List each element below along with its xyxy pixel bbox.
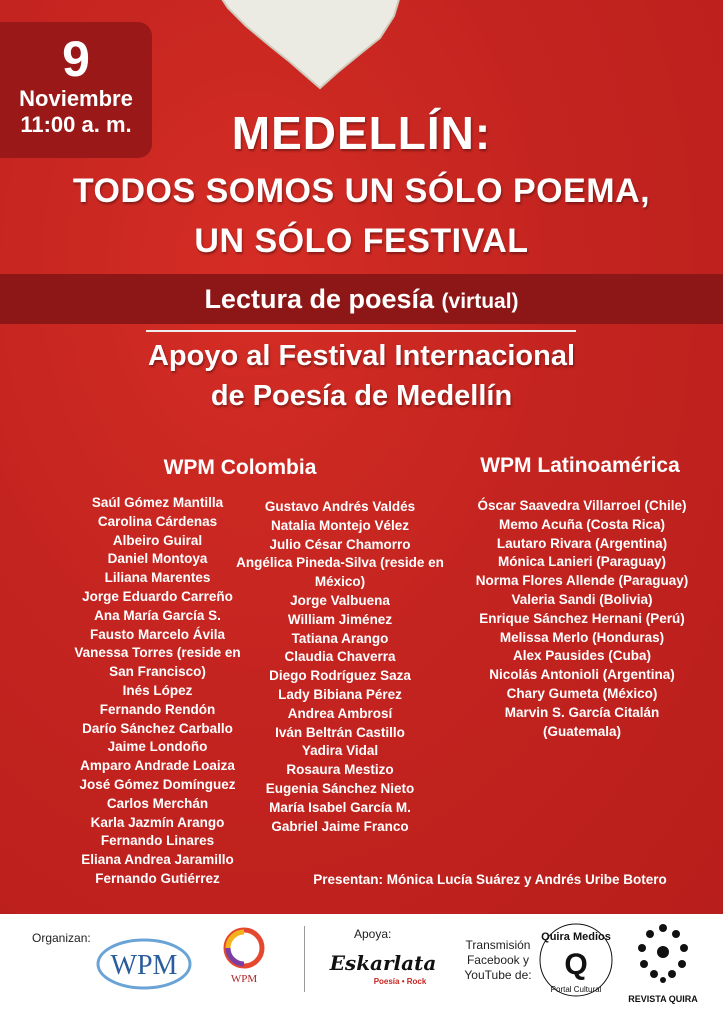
band-sub: (virtual) bbox=[441, 290, 519, 313]
list-item: Chary Gumeta (México) bbox=[506, 685, 658, 701]
list-item: María Isabel García M. bbox=[269, 799, 411, 815]
wpm-logo-icon bbox=[94, 934, 194, 998]
title-line-2: TODOS SOMOS UN SÓLO POEMA, bbox=[72, 172, 651, 210]
list-item: Óscar Saavedra Villarroel (Chile) bbox=[477, 498, 687, 513]
list-item: México) bbox=[314, 574, 366, 590]
support-line-1: Apoyo al Festival Internacional bbox=[147, 340, 576, 372]
list-item: Inés López bbox=[122, 682, 193, 698]
list-item: Fernando Gutiérrez bbox=[95, 870, 220, 886]
list-item: Jorge Valbuena bbox=[290, 592, 390, 608]
list-item: Yadira Vidal bbox=[301, 743, 379, 759]
list-item: Fausto Marcelo Ávila bbox=[89, 626, 226, 642]
presenters-line: Presentan: Mónica Lucía Suárez y Andrés Uribe Botero bbox=[313, 872, 667, 887]
list-item: Amparo Andrade Loaiza bbox=[80, 758, 235, 774]
band-main: Lectura de poesía bbox=[204, 284, 435, 314]
list-item: Vanessa Torres (reside en bbox=[74, 645, 241, 661]
date-day: 9 bbox=[62, 31, 90, 87]
list-item: Memo Acuña (Costa Rica) bbox=[498, 516, 666, 532]
list-item: Andrea Ambrosí bbox=[287, 705, 393, 721]
support-line-2: de Poesía de Medellín bbox=[210, 380, 513, 412]
list-item: Lautaro Rivara (Argentina) bbox=[496, 535, 668, 551]
map-fragment-icon bbox=[210, 0, 410, 92]
svg-text:Portal Cultural: Portal Cultural bbox=[550, 985, 602, 994]
list-item: Nicolás Antonioli (Argentina) bbox=[489, 667, 675, 683]
list-item: Jorge Eduardo Carreño bbox=[82, 588, 233, 604]
list-item: Daniel Montoya bbox=[107, 551, 208, 567]
list-item: Darío Sánchez Carballo bbox=[82, 720, 233, 736]
svg-text:Poesía • Rock: Poesía • Rock bbox=[373, 977, 427, 986]
list-item: Ana María García S. bbox=[94, 607, 221, 623]
list-item: Jaime Londoño bbox=[107, 739, 208, 755]
wpm-colorful-logo-icon bbox=[218, 924, 270, 996]
colombia-heading: WPM Colombia bbox=[163, 456, 317, 479]
list-item: Mónica Lanieri (Paraguay) bbox=[497, 554, 667, 570]
svg-text:Quira Medios: Quira Medios bbox=[541, 931, 611, 943]
svg-text:WPM: WPM bbox=[110, 950, 178, 981]
revista-quira-logo-icon bbox=[628, 918, 698, 1008]
quira-medios-logo-icon bbox=[536, 920, 616, 1000]
latam-list bbox=[470, 497, 694, 741]
footer-sponsors bbox=[0, 914, 723, 1024]
date-month: Noviembre bbox=[19, 86, 133, 111]
list-item: Norma Flores Allende (Paraguay) bbox=[475, 573, 689, 589]
list-item: José Gómez Domínguez bbox=[79, 776, 236, 792]
list-item: Valeria Sandi (Bolivia) bbox=[511, 591, 653, 607]
divider-line bbox=[146, 330, 576, 332]
list-item: Fernando Rendón bbox=[99, 701, 216, 717]
transmision-label: Transmisión Facebook y YouTube de: bbox=[464, 938, 532, 982]
list-item: Karla Jazmín Arango bbox=[90, 814, 225, 830]
list-item: Tatiana Arango bbox=[291, 630, 389, 646]
list-item: Liliana Marentes bbox=[104, 570, 211, 586]
list-item: Enrique Sánchez Hernani (Perú) bbox=[479, 610, 685, 626]
list-item: Saúl Gómez Mantilla bbox=[91, 495, 224, 510]
list-item: San Francisco) bbox=[109, 664, 206, 680]
list-item: Gustavo Andrés Valdés bbox=[264, 499, 416, 514]
list-item: Fernando Linares bbox=[100, 833, 215, 849]
list-item: Iván Beltrán Castillo bbox=[275, 724, 405, 740]
list-item: Julio César Chamorro bbox=[269, 536, 411, 552]
list-item: Albeiro Guiral bbox=[112, 532, 203, 548]
list-item: Melissa Merlo (Honduras) bbox=[499, 629, 665, 645]
footer-divider bbox=[304, 926, 305, 992]
svg-text:Q: Q bbox=[564, 948, 588, 981]
eskarlata-logo-icon bbox=[328, 948, 438, 988]
date-time: 11:00 a. m. bbox=[20, 112, 132, 137]
list-item: Lady Bibiana Pérez bbox=[278, 686, 402, 702]
list-item: Alex Pausides (Cuba) bbox=[512, 648, 652, 664]
list-item: Gabriel Jaime Franco bbox=[271, 818, 409, 834]
list-item: Carolina Cárdenas bbox=[97, 513, 218, 529]
colombia-list-right bbox=[230, 498, 450, 836]
latam-heading: WPM Latinoamérica bbox=[480, 454, 680, 477]
list-item: Natalia Montejo Vélez bbox=[270, 517, 410, 533]
list-item: Carlos Merchán bbox=[106, 795, 209, 811]
list-item: Eliana Andrea Jaramillo bbox=[81, 852, 234, 868]
list-item: Marvin S. García Citalán bbox=[504, 704, 660, 720]
svg-text:WPM: WPM bbox=[230, 973, 258, 985]
reading-band bbox=[0, 274, 723, 324]
title-line-3: UN SÓLO FESTIVAL bbox=[194, 222, 529, 260]
list-item: Claudia Chaverra bbox=[284, 649, 396, 665]
list-item: Angélica Pineda-Silva (reside en bbox=[236, 555, 444, 571]
organizan-label: Organizan: bbox=[32, 931, 91, 945]
list-item: Eugenia Sánchez Nieto bbox=[265, 780, 415, 796]
title-line-1: MEDELLÍN: bbox=[231, 107, 492, 159]
list-item: (Guatemala) bbox=[542, 723, 622, 739]
list-item: Diego Rodríguez Saza bbox=[269, 668, 411, 684]
svg-text:Eskarlata: Eskarlata bbox=[329, 951, 437, 975]
list-item: Rosaura Mestizo bbox=[286, 762, 394, 778]
list-item: William Jiménez bbox=[287, 611, 393, 627]
svg-text:REVISTA QUIRA: REVISTA QUIRA bbox=[628, 994, 698, 1004]
apoya-label: Apoya: bbox=[354, 927, 392, 941]
